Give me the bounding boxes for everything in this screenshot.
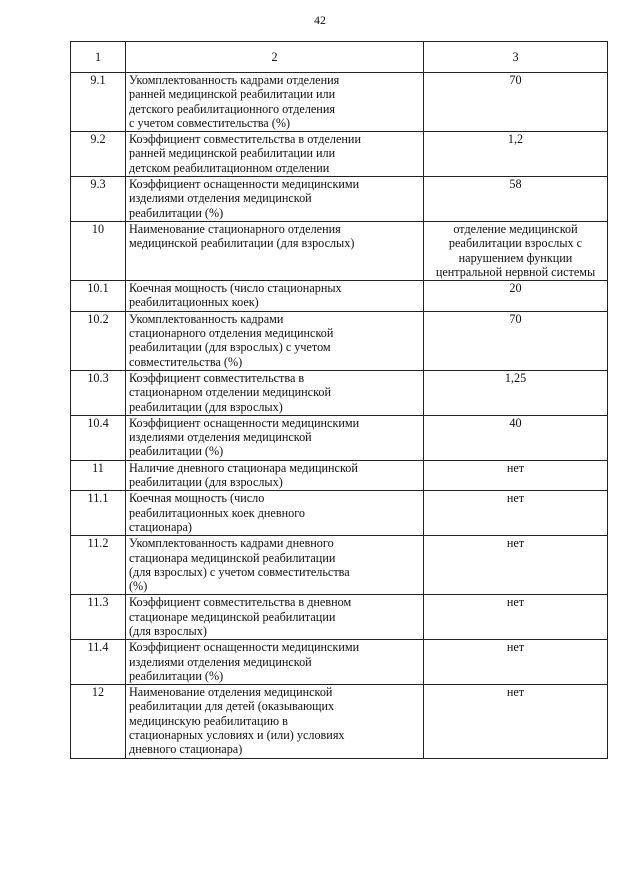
- table-row: [71, 311, 608, 370]
- row-number-cell: 11.3: [71, 595, 126, 640]
- row-indicator-cell: Укомплектованность кадрами стационарного отделения медицинской реабилитации (для взрослых) с учетом совместительства (%): [126, 311, 424, 370]
- row-indicator-cell: Коечная мощность (число реабилитационных коек дневного стационара): [126, 491, 424, 536]
- table-row: [71, 685, 608, 758]
- row-indicator-cell: Коэффициент совместительства в отделении ранней медицинской реабилитации или детском реабилитационном отделении: [126, 132, 424, 177]
- row-value-cell: нет: [424, 640, 608, 685]
- row-number-cell: 10.3: [71, 370, 126, 415]
- table-row: [71, 221, 608, 280]
- row-indicator-cell: Коэффициент совместительства в дневном стационаре медицинской реабилитации (для взрослых): [126, 595, 424, 640]
- row-number-cell: 11: [71, 460, 126, 491]
- row-value-cell: 40: [424, 415, 608, 460]
- row-number-cell: 10.2: [71, 311, 126, 370]
- row-value-cell: нет: [424, 491, 608, 536]
- row-value-cell: 20: [424, 281, 608, 312]
- table-row: [71, 491, 608, 536]
- row-indicator-cell: Коэффициент оснащенности медицинскими изделиями отделения медицинской реабилитации (%): [126, 415, 424, 460]
- row-number-cell: 10: [71, 221, 126, 280]
- row-indicator-cell: Наличие дневного стационара медицинской реабилитации (для взрослых): [126, 460, 424, 491]
- table-body: [71, 42, 608, 759]
- row-number-cell: 9.3: [71, 177, 126, 222]
- row-indicator-cell: Укомплектованность кадрами дневного стационара медицинской реабилитации (для взрослых) с учетом совместительства (%): [126, 536, 424, 595]
- row-value-cell: 70: [424, 311, 608, 370]
- column-header-2: 2: [126, 42, 424, 73]
- row-number-cell: 11.2: [71, 536, 126, 595]
- table-row: [71, 460, 608, 491]
- table-row: [71, 281, 608, 312]
- row-number-cell: 9.1: [71, 73, 126, 132]
- column-header-1: 1: [71, 42, 126, 73]
- table-header-row: [71, 42, 608, 73]
- table-row: [71, 536, 608, 595]
- table-row: [71, 640, 608, 685]
- row-value-cell: нет: [424, 536, 608, 595]
- row-indicator-cell: Наименование стационарного отделения медицинской реабилитации (для взрослых): [126, 221, 424, 280]
- row-indicator-cell: Коэффициент совместительства в стационарном отделении медицинской реабилитации (для взрослых): [126, 370, 424, 415]
- table-row: [71, 132, 608, 177]
- row-number-cell: 11.4: [71, 640, 126, 685]
- row-number-cell: 9.2: [71, 132, 126, 177]
- row-value-cell: нет: [424, 685, 608, 758]
- page-number: 42: [314, 13, 326, 27]
- table-row: [71, 73, 608, 132]
- row-number-cell: 10.1: [71, 281, 126, 312]
- row-indicator-cell: Коэффициент оснащенности медицинскими изделиями отделения медицинской реабилитации (%): [126, 640, 424, 685]
- row-value-cell: 58: [424, 177, 608, 222]
- table-row: [71, 595, 608, 640]
- rehabilitation-table: [70, 41, 608, 759]
- row-indicator-cell: Наименование отделения медицинской реабилитации для детей (оказывающих медицинскую реабилитацию в стационарных условиях и (или) условиях дневного стационара): [126, 685, 424, 758]
- row-indicator-cell: Укомплектованность кадрами отделения ранней медицинской реабилитации или детского реабилитационного отделения с учетом совместительства (%): [126, 73, 424, 132]
- row-value-cell: нет: [424, 460, 608, 491]
- row-value-cell: нет: [424, 595, 608, 640]
- row-indicator-cell: Коечная мощность (число стационарных реабилитационных коек): [126, 281, 424, 312]
- row-value-cell: 1,2: [424, 132, 608, 177]
- row-value-cell: отделение медицинской реабилитации взрослых с нарушением функции центральной нервной системы: [424, 221, 608, 280]
- row-number-cell: 12: [71, 685, 126, 758]
- table-row: [71, 177, 608, 222]
- row-value-cell: 70: [424, 73, 608, 132]
- row-indicator-cell: Коэффициент оснащенности медицинскими изделиями отделения медицинской реабилитации (%): [126, 177, 424, 222]
- row-number-cell: 11.1: [71, 491, 126, 536]
- row-number-cell: 10.4: [71, 415, 126, 460]
- table-row: [71, 370, 608, 415]
- column-header-3: 3: [424, 42, 608, 73]
- table-row: [71, 415, 608, 460]
- row-value-cell: 1,25: [424, 370, 608, 415]
